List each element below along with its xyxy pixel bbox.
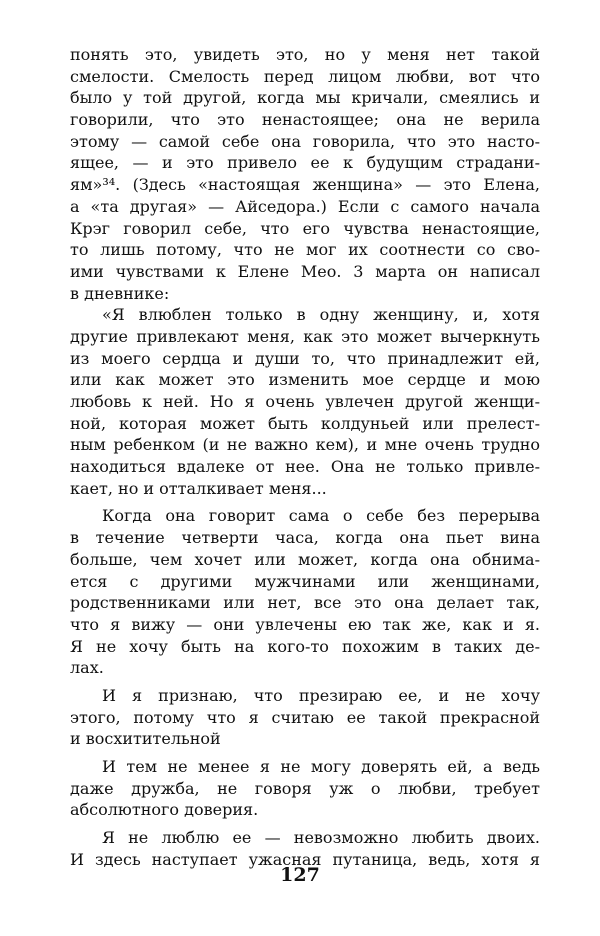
text-line: ной, которая может быть колдуньей или прелест-	[70, 413, 540, 433]
text-line: ими чувствами к Елене Мео. 3 марта он написал	[70, 261, 540, 281]
text-line: кает, но и отталкивает меня...	[70, 478, 327, 498]
body-text	[70, 44, 540, 870]
text-line: Крэг говорил себе, что его чувства ненастоящие,	[70, 218, 540, 238]
text-line: больше, чем хочет или может, когда она обнима-	[70, 549, 540, 569]
text-line: понять это, увидеть это, но у меня нет такой	[70, 45, 540, 64]
text-line: родственниками или нет, все это она делает так,	[70, 593, 540, 613]
paragraph	[70, 304, 540, 499]
text-line: любовь к ней. Но я очень увлечен другой женщи-	[70, 392, 540, 411]
text-line: говорили, что это ненастоящее; она не верила	[70, 110, 540, 130]
text-line: ным ребенком (и не важно кем), и мне очень трудно	[70, 435, 540, 455]
text-line: Когда она говорит сама о себе без перерыва	[102, 506, 540, 526]
page-number: 127	[280, 864, 320, 886]
text-line: а «та другая» — Айседора.) Если с самого начала	[70, 196, 540, 216]
text-line: ям»³⁴. (Здесь «настоящая женщина» — это Елена,	[70, 175, 540, 195]
text-line: в течение четверти часа, когда она пьет вина	[70, 528, 540, 548]
text-line: И тем не менее я не могу доверять ей, а ведь	[102, 757, 540, 776]
paragraph	[70, 44, 540, 304]
text-line: что я вижу — они увлечены ею так же, как и я.	[70, 614, 540, 634]
text-line: то лишь потому, что не мог их соотнести со сво-	[70, 240, 540, 260]
text-line: было у той другой, когда мы кричали, смеялись и	[70, 88, 540, 108]
text-line: ящее, — и это привело ее к будущим страдани-	[70, 153, 540, 173]
text-line: этому — самой себе она говорила, что это насто-	[70, 131, 540, 151]
text-line: другие привлекают меня, как это может вычеркнуть	[70, 326, 540, 346]
text-line: ется с другими мужчинами или женщинами,	[70, 571, 540, 591]
paragraph	[70, 756, 540, 821]
text-line: И здесь наступает ужасная путаница, ведь, хотя я	[70, 849, 540, 869]
text-line: лах.	[70, 658, 104, 678]
text-line: и восхитительной	[70, 729, 221, 749]
text-line: абсолютного доверия.	[70, 800, 259, 820]
text-line: находиться вдалеке от нее. Она не только привле-	[70, 457, 540, 477]
text-line: в дневнике:	[70, 283, 170, 303]
text-line: даже дружба, не говоря уж о любви, требует	[70, 778, 540, 798]
paragraph	[70, 685, 540, 750]
text-line: из моего сердца и души то, что принадлежит ей,	[70, 348, 540, 368]
text-line: смелости. Смелость перед лицом любви, вот что	[70, 66, 540, 86]
text-line: Я не хочу быть на кого-то похожим в таких де-	[70, 636, 540, 656]
text-line: или как может это изменить мое сердце и мою	[70, 370, 540, 390]
text-line: И я признаю, что презираю ее, и не хочу	[102, 685, 540, 705]
text-line: Я не люблю ее — невозможно любить двоих.	[102, 828, 540, 848]
text-line: «Я влюблен только в одну женщину, и, хотя	[102, 305, 540, 325]
text-line: этого, потому что я считаю ее такой прекрасной	[70, 707, 540, 727]
paragraph	[70, 505, 540, 679]
